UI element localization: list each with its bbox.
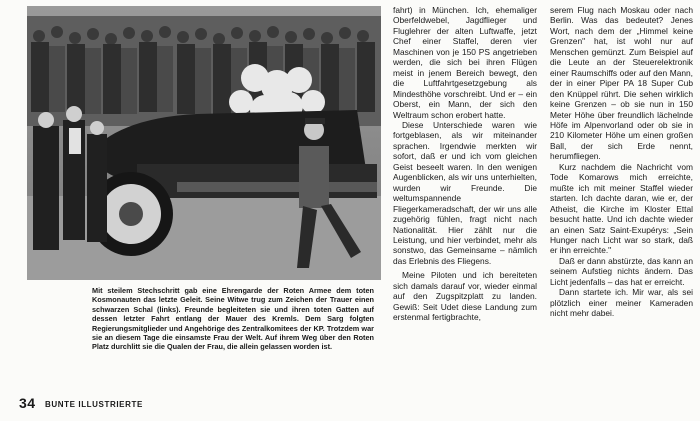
- magazine-name: BUNTE ILLUSTRIERTE: [45, 400, 143, 409]
- col2-paragraph-1: fahrt) in München. Ich, ehemaliger Oberfeldwebel, Jagdflieger und Fluglehrer der alten Luftwaffe, jetzt Chef einer Staffel, deren vier Maschinen von je 150 PS angetrieben werden, die sich bei ihren Flügen meist in jenem Bereich bewegt, den die Luftfahrtgesetzgebung als Mindesthöhe vorschreibt. Und er – ein Oberst, ein Mann, der sich den Weltraum schon erobert hatte.: [393, 5, 537, 120]
- funeral-photo: [27, 6, 381, 280]
- caption-text: Mit steilem Stechschritt gab eine Ehrengarde der Roten Armee dem toten Kosmonauten das letzte Geleit. Seine Witwe trug zum Zeichen der Trauer einen schwarzen Schal (links). Freunde begleiteten sie und ihren toten Gatten auf dessen letzter Fahrt entlang der Mauer des Kremls. Dem Sarg folgten Regierungsmitglieder und Angehörige des Zentralkomitees der KP. Trotzdem war sie an diesem Tage die einsamste Frau der Welt. Auf ihrem Weg über den Roten Platz durchlitt sie die Qualen der Frau, die allein gelassen worden ist.: [92, 286, 374, 352]
- col3-paragraph-2: Kurz nachdem die Nachricht vom Tode Komarows mich erreichte, mußte ich mit meiner Staffel wieder starten. Ich dachte daran, wie er, der Atheist, die Kirche im Kloster Ettal besucht hatte. Und ich dachte wieder an einen Satz Saint-Exupérys: „Sein Hunger nach Licht war so stark, daß er ihn erreichte.": [550, 161, 693, 256]
- col2-paragraph-2: Diese Unterschiede waren wie fortgeblasen, als wir miteinander sprachen. Irgendwie merkten wir sofort, daß er und ich vom gleichen Geist beseelt waren. In den wenigen Augenblicken, als wir uns unterhielten, wurden wir Freunde. Die weltumspannende Fliegerkameradschaft, der wir uns alle zugehörig fühlen, fragt nicht nach Nationalität. Hier zählt nur die Leistung, und hier verbindet, mehr als sonstwo, das Gemeinsame – nämlich das Erlebnis des Fliegens.: [393, 119, 537, 266]
- page-footer: [19, 395, 379, 415]
- article-column-2: [393, 5, 537, 323]
- col3-paragraph-1: serem Flug nach Moskau oder nach Berlin. Was das bedeutet? Jenes Wort, nach dem der „Himmel keine Grenzen" hat, ist wohl nur auf Menschen gemünzt. Zum Beispiel auf die Leute an der Steuerelektronik einer Raumschiffs oder auf den Mann, der in einer Piper PA 18 Super Cub den Knüppel rührt. Die sehen wirklich keine Grenzen – ob sie nun in 150 Meter Höhe über freundlich lächelnde Höfe im Alpenvorland oder ob sie in 210 Kilometer Höhe um einen großen Ball, der sich Erde nennt, herumfliegen.: [550, 5, 693, 162]
- col2-paragraph-3: Meine Piloten und ich bereiteten sich damals darauf vor, wieder einmal auf den Zugspitzplatt zu landen. Gewiß: Seit Udet diese Landung zum erstenmal fertigbrachte,: [393, 270, 537, 323]
- col3-paragraph-4: Dann startete ich. Mir war, als sei plötzlich einer meiner Kameraden nicht mehr dabei.: [550, 287, 693, 319]
- page-number: 34: [19, 395, 36, 411]
- article-column-3: [550, 5, 693, 319]
- col3-paragraph-3: Daß er dann abstürzte, das kann an seinem Aufstieg nichts ändern. Das Licht jedenfalls – das hat er erreicht.: [550, 255, 693, 287]
- photo-caption: [92, 286, 374, 352]
